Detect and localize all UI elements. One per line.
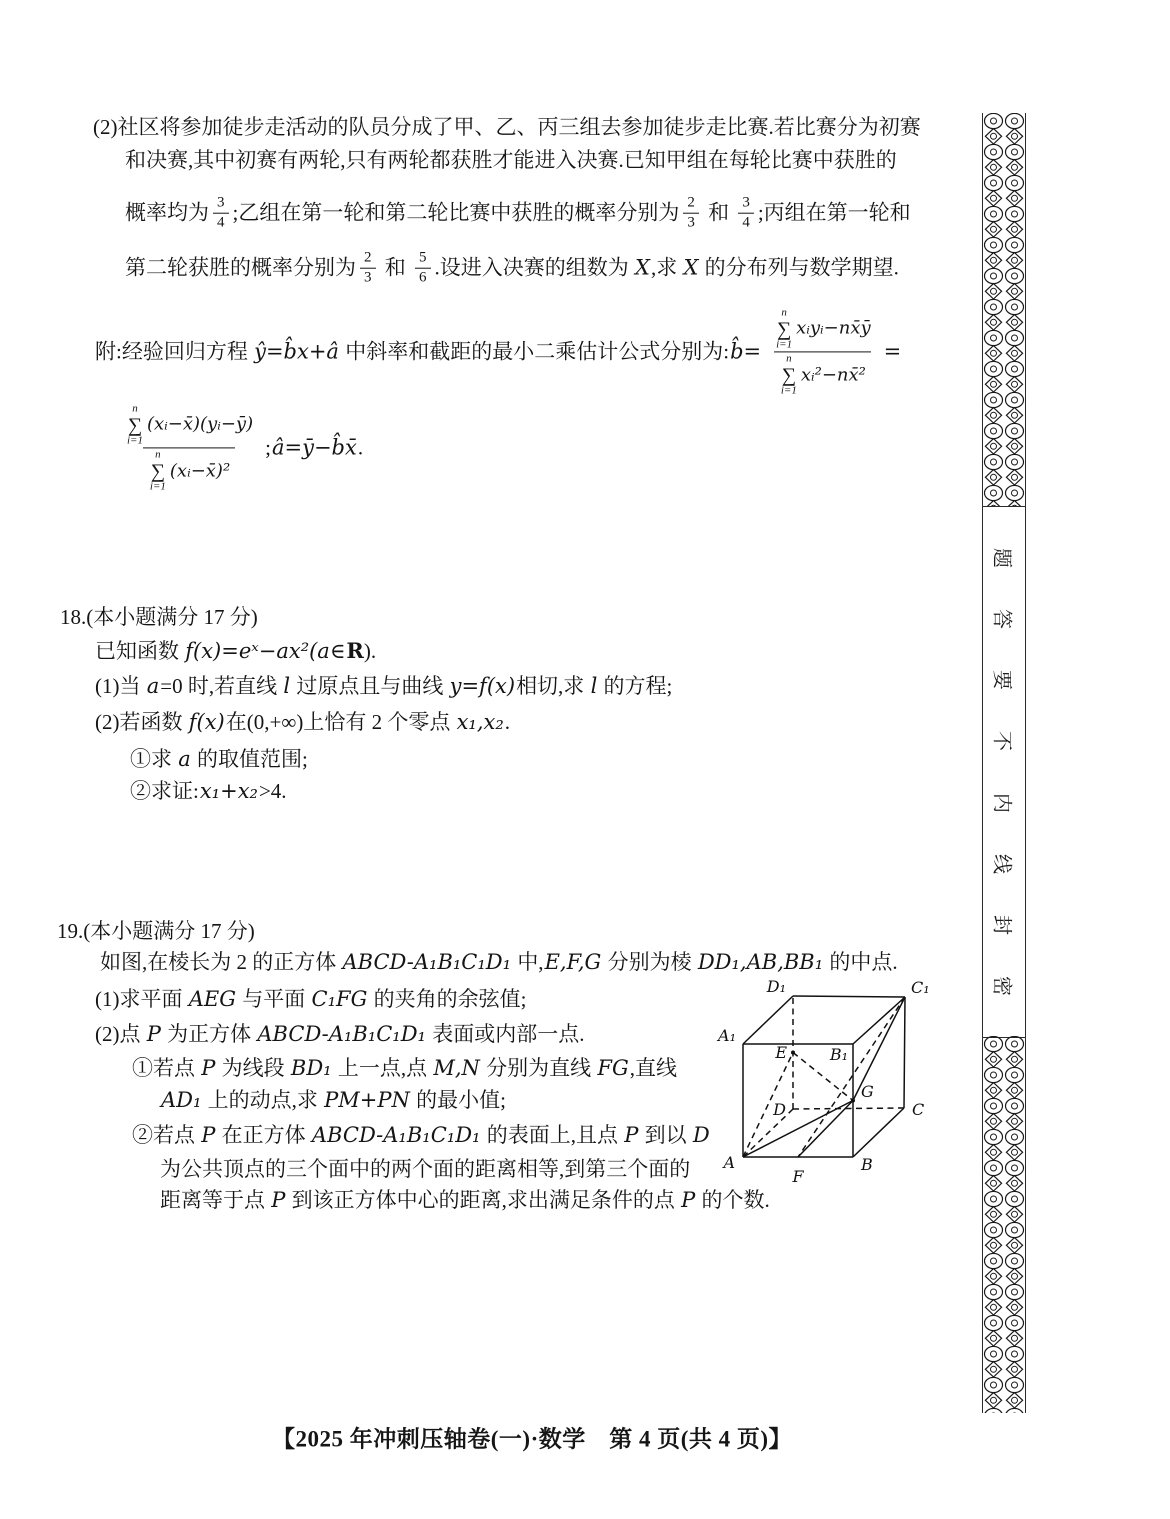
math-text: a xyxy=(146,673,160,698)
math-text: b̂= xyxy=(730,339,762,364)
math-text: (xᵢ−x̄)(yᵢ−ȳ) xyxy=(146,413,254,435)
math-text: y=f(x) xyxy=(449,673,516,698)
math-text: f(x)=eˣ−ax²(a∈ xyxy=(185,638,346,663)
cube-label-C: C xyxy=(912,1100,925,1119)
seal-char: 密 xyxy=(990,976,1013,996)
fraction xyxy=(120,403,258,492)
fraction xyxy=(769,307,876,396)
body-text: 和决赛,其中初赛有两轮,只有两轮都获胜才能进入决赛.已知甲组在每轮比赛中获胜的 xyxy=(125,147,897,172)
body-text: 距离等于点 xyxy=(160,1187,271,1212)
body-text: ②若点 xyxy=(132,1122,201,1147)
math-text: x₁+x₂ xyxy=(199,778,258,803)
p2-line1 xyxy=(93,114,921,140)
seal-char: 线 xyxy=(990,853,1013,874)
body-text: (1)当 xyxy=(95,673,146,698)
cube-label-A: A xyxy=(723,1153,735,1172)
math-text: E,F,G xyxy=(544,949,602,974)
body-text: 与平面 xyxy=(237,986,311,1011)
q19-sub1b xyxy=(160,1087,506,1113)
q19-sub2 xyxy=(132,1122,711,1148)
cube-label-B₁: B₁ xyxy=(829,1045,848,1064)
summation xyxy=(150,450,166,493)
body-text: 第二轮获胜的概率分别为 xyxy=(125,255,356,280)
seal-char: 要 xyxy=(990,670,1013,691)
body-text: ,直线 xyxy=(629,1055,677,1080)
body-text: ). xyxy=(363,638,377,663)
math-text: x₁,x₂ xyxy=(456,709,504,734)
q19-part2 xyxy=(95,1021,584,1047)
sum-lower-limit: i=1 xyxy=(776,337,793,350)
math-text: ABCD-A₁B₁C₁D₁ xyxy=(311,1122,481,1147)
body-text: 2 xyxy=(364,249,372,266)
cube-label-F: F xyxy=(792,1167,804,1186)
body-text: ,求 xyxy=(650,255,683,280)
fraction-denominator xyxy=(143,448,235,493)
sigma-symbol: ∑ xyxy=(150,460,166,483)
math-text: (xᵢ−x̄)² xyxy=(169,459,231,481)
body-text: 的表面上,且点 xyxy=(481,1122,624,1147)
fraction-denominator xyxy=(683,213,699,232)
summation xyxy=(781,354,797,397)
q19-part1 xyxy=(95,986,526,1012)
page-footer: 【2025 年冲刺压轴卷(一)·数学 第 4 页(共 4 页)】 xyxy=(272,1426,793,1452)
math-text: a xyxy=(178,746,191,771)
q19-sub2c xyxy=(160,1187,770,1213)
math-text: P xyxy=(201,1122,216,1147)
cube-edge-C1-C xyxy=(904,997,905,1108)
math-text: P xyxy=(146,1021,161,1046)
body-text: 2 xyxy=(687,194,695,211)
cube-hidden-edge-C1-F xyxy=(798,997,905,1157)
body-text: 19.(本小题满分 17 分) xyxy=(57,918,255,943)
q19-intro xyxy=(100,949,898,975)
seal-char: 题 xyxy=(990,548,1013,568)
sigma-symbol: ∑ xyxy=(127,413,143,436)
formula-line1 xyxy=(95,307,902,396)
sum-upper-limit: n xyxy=(786,352,792,365)
cube-label-A₁: A₁ xyxy=(718,1026,736,1045)
fraction xyxy=(683,195,699,232)
body-text: 上的动点,求 xyxy=(202,1087,324,1112)
body-text: 中, xyxy=(512,949,544,974)
body-text: ;乙组在第一轮和第二轮比赛中获胜的概率分别为 xyxy=(232,200,680,225)
cube-label-D: D xyxy=(773,1100,786,1119)
body-text: (2)若函数 xyxy=(95,709,188,734)
q18-head xyxy=(60,604,258,630)
seal-strip xyxy=(982,113,1026,1413)
body-text: ①求 xyxy=(130,746,178,771)
body-text: 上一点,点 xyxy=(332,1055,433,1080)
body-text: 6 xyxy=(419,269,427,286)
body-text: 和 xyxy=(379,255,411,280)
cube-point-G xyxy=(851,1099,855,1103)
fraction-numerator xyxy=(738,195,754,213)
sum-upper-limit: n xyxy=(781,306,787,319)
math-text: P xyxy=(624,1122,639,1147)
body-text: 和 xyxy=(702,200,735,225)
body-text: 的分布列与数学期望. xyxy=(699,255,899,280)
sigma-symbol: ∑ xyxy=(781,364,796,387)
body-text: 分别为直线 xyxy=(480,1055,597,1080)
math-text: ABCD-A₁B₁C₁D₁ xyxy=(342,949,512,974)
body-text: 的方程; xyxy=(598,673,673,698)
body-text: ; xyxy=(265,435,271,460)
cube-label-E: E xyxy=(775,1043,787,1062)
q18-part2 xyxy=(95,709,510,735)
body-text: 在正方体 xyxy=(216,1122,311,1147)
body-text: 3 xyxy=(364,269,372,286)
math-text: f(x) xyxy=(188,709,225,734)
body-text: ①若点 xyxy=(132,1055,201,1080)
body-text: 4 xyxy=(217,214,225,231)
body-text: (2)社区将参加徒步走活动的队员分成了甲、乙、丙三组去参加徒步走比赛.若比赛分为初赛 xyxy=(93,114,921,139)
cube-label-D₁: D₁ xyxy=(766,977,786,996)
body-text: 相切,求 xyxy=(516,673,590,698)
math-text: C₁FG xyxy=(311,986,368,1011)
q18-sub1 xyxy=(130,746,308,772)
sum-lower-limit: i=1 xyxy=(149,480,166,493)
math-text: xᵢ²−nx̄² xyxy=(800,363,866,385)
body-text: 已知函数 xyxy=(95,638,185,663)
seal-char: 答 xyxy=(990,609,1013,630)
math-text: P xyxy=(201,1055,216,1080)
q19-head xyxy=(57,918,255,944)
cube-label-B: B xyxy=(861,1155,873,1174)
math-text: FG xyxy=(597,1055,629,1080)
body-text: 在(0,+∞)上恰有 2 个零点 xyxy=(225,709,456,734)
p2-line2 xyxy=(125,147,897,173)
math-text: DD₁,AB,BB₁ xyxy=(697,949,824,974)
body-text: 的中点. xyxy=(824,949,898,974)
body-text: (2)点 xyxy=(95,1021,146,1046)
body-text: 4 xyxy=(742,214,750,231)
body-text: (1)求平面 xyxy=(95,986,188,1011)
math-text: PM+PN xyxy=(324,1087,410,1112)
formula-line2 xyxy=(113,403,363,492)
body-text: 表面或内部一点. xyxy=(426,1021,585,1046)
math-text: AEG xyxy=(188,986,237,1011)
math-text: â=ȳ−b̂x̄ xyxy=(271,435,357,460)
seal-char: 内 xyxy=(990,792,1013,813)
sigma-symbol: ∑ xyxy=(776,317,792,340)
fraction-numerator xyxy=(213,195,229,213)
body-text: 5 xyxy=(419,249,427,266)
fraction-numerator xyxy=(360,250,376,268)
math-text: = xyxy=(883,339,902,364)
seal-pattern-bottom xyxy=(983,1036,1025,1413)
fraction-numerator xyxy=(769,307,876,351)
seal-pattern-top xyxy=(983,113,1025,506)
q18-given xyxy=(95,638,376,664)
body-text: 的夹角的余弦值; xyxy=(368,986,527,1011)
body-text: 3 xyxy=(687,214,695,231)
body-text: 为正方体 xyxy=(161,1021,257,1046)
p2-line3 xyxy=(125,195,911,232)
body-text: 过原点且与曲线 xyxy=(291,673,449,698)
body-text: 到该正方体中心的距离,求出满足条件的点 xyxy=(286,1187,681,1212)
sum-lower-limit: i=1 xyxy=(127,433,143,446)
math-text: X xyxy=(635,255,650,280)
body-text: =0 时,若直线 xyxy=(160,673,283,698)
q19-sub2b xyxy=(160,1156,690,1182)
fraction-denominator xyxy=(415,268,431,287)
fraction xyxy=(213,195,229,232)
fraction-denominator xyxy=(213,213,229,232)
fraction-numerator xyxy=(415,250,431,268)
cube-edge-A1-D1 xyxy=(743,996,793,1044)
cube-label-C₁: C₁ xyxy=(911,978,930,997)
body-text: 为线段 xyxy=(216,1055,290,1080)
summation xyxy=(127,403,143,446)
fraction-denominator xyxy=(738,213,754,232)
p2-line4 xyxy=(125,250,899,287)
math-text: BD₁ xyxy=(290,1055,332,1080)
body-text: 为公共顶点的三个面中的两个面的距离相等,到第三个面的 xyxy=(160,1156,691,1181)
math-text: xᵢyᵢ−nx̄ȳ xyxy=(796,317,871,339)
body-text: 3 xyxy=(217,194,225,211)
sum-upper-limit: n xyxy=(132,402,138,415)
math-text: AD₁ xyxy=(161,1087,202,1112)
q18-sub2 xyxy=(130,778,287,804)
fraction-numerator xyxy=(683,195,699,213)
fraction xyxy=(738,195,754,232)
cube-figure xyxy=(715,975,970,1200)
cube-edge-B-C xyxy=(853,1108,904,1157)
fraction-denominator xyxy=(360,268,376,287)
body-text: ②求证: xyxy=(130,778,199,803)
seal-text xyxy=(983,506,1025,1038)
math-text: P xyxy=(681,1187,696,1212)
math-text: l xyxy=(283,673,291,698)
cube-hidden-edge-D-C xyxy=(793,1108,904,1109)
math-text: ŷ=b̂x+â xyxy=(254,339,339,364)
body-text: 附:经验回归方程 xyxy=(95,339,254,364)
seal-char: 不 xyxy=(990,731,1013,752)
bold-text: R xyxy=(346,637,364,663)
cube-edge-D1-C1 xyxy=(793,996,905,997)
fraction xyxy=(415,250,431,287)
body-text: 中斜率和截距的最小二乘估计公式分别为: xyxy=(339,339,730,364)
fraction xyxy=(360,250,376,287)
body-text: 3 xyxy=(742,194,750,211)
summation xyxy=(776,307,792,350)
sum-upper-limit: n xyxy=(155,448,161,461)
body-text: 到以 xyxy=(639,1122,692,1147)
sum-lower-limit: i=1 xyxy=(780,384,797,397)
math-text: X xyxy=(683,255,699,280)
body-text: .设进入决赛的组数为 xyxy=(434,255,634,280)
body-text: . xyxy=(504,709,511,734)
body-text: . xyxy=(357,435,364,460)
seal-char: 封 xyxy=(990,914,1013,935)
body-text: 18.(本小题满分 17 分) xyxy=(60,604,258,629)
math-text: l xyxy=(590,673,598,698)
cube-point-E xyxy=(791,1051,795,1055)
body-text: >4. xyxy=(258,778,287,803)
cube-label-G: G xyxy=(861,1082,874,1101)
body-text: 如图,在棱长为 2 的正方体 xyxy=(100,949,342,974)
math-text: D xyxy=(692,1122,710,1147)
fraction-numerator xyxy=(120,403,258,447)
body-text: 的最小值; xyxy=(410,1087,506,1112)
body-text: ;丙组在第一轮和 xyxy=(757,200,911,225)
math-text: M,N xyxy=(433,1055,480,1080)
body-text: 的个数. xyxy=(696,1187,770,1212)
body-text: 概率均为 xyxy=(125,200,209,225)
fraction-denominator xyxy=(774,352,871,397)
q18-part1 xyxy=(95,673,672,699)
math-text: ABCD-A₁B₁C₁D₁ xyxy=(257,1021,426,1046)
q19-sub1 xyxy=(132,1055,677,1081)
body-text: 分别为棱 xyxy=(602,949,697,974)
body-text: 的取值范围; xyxy=(191,746,308,771)
math-text: P xyxy=(271,1187,286,1212)
